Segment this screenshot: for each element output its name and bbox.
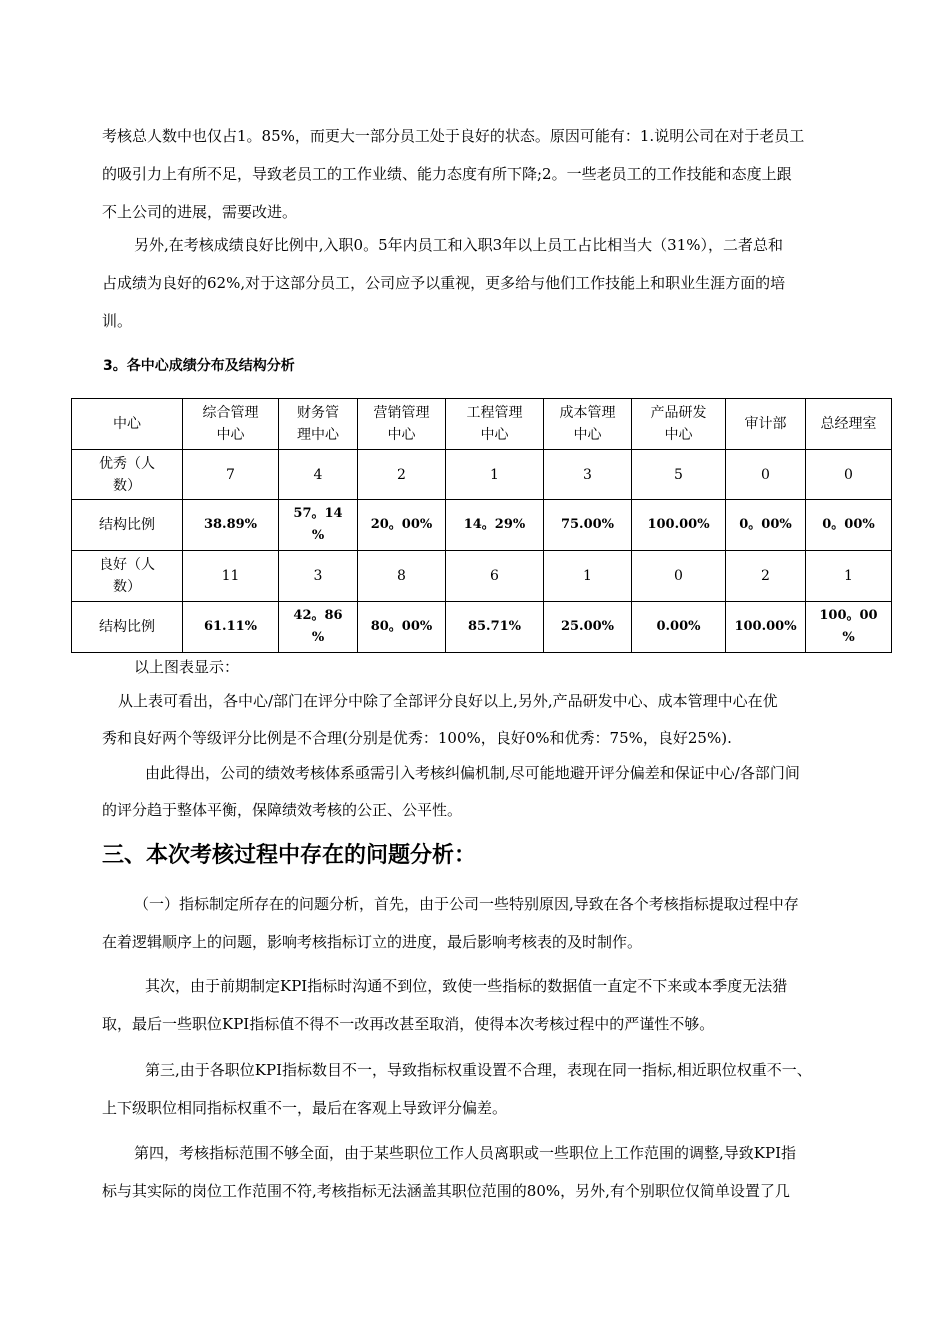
table-caption: 以上图表显示： xyxy=(134,658,240,676)
table-cell: 14。29% xyxy=(446,500,544,551)
table-cell: 0.00% xyxy=(632,602,726,653)
table-cell: 100.00% xyxy=(726,602,806,653)
table-cell: 11 xyxy=(183,551,279,602)
table-cell: 100.00% xyxy=(632,500,726,551)
para2-line-3: 训。 xyxy=(102,312,133,330)
header-cell: 中心 xyxy=(72,399,183,450)
table-cell: 8 xyxy=(358,551,446,602)
para5-line-2: 在着逻辑顺序上的问题，影响考核指标订立的进度，最后影响考核表的及时制作。 xyxy=(102,933,643,951)
table-cell: 2 xyxy=(358,450,446,500)
table-cell: 85.71% xyxy=(446,602,544,653)
para6-line-2: 取，最后一些职位KPI指标值不得不一改再改甚至取消，使得本次考核过程中的严谨性不够。 xyxy=(102,1015,715,1033)
table-cell: 57。14 % xyxy=(279,500,358,551)
table-cell: 42。86 % xyxy=(279,602,358,653)
table-row-good-count xyxy=(72,551,892,602)
table-cell: 2 xyxy=(726,551,806,602)
table-cell: 0。00% xyxy=(806,500,892,551)
table-cell: 38.89% xyxy=(183,500,279,551)
table-cell: 20。00% xyxy=(358,500,446,551)
section-3-title: 3。各中心成绩分布及结构分析 xyxy=(103,358,295,374)
header-cell: 总经理室 xyxy=(806,399,892,450)
header-cell: 产品研发 中心 xyxy=(632,399,726,450)
table-cell: 7 xyxy=(183,450,279,500)
header-cell: 工程管理 中心 xyxy=(446,399,544,450)
row-label: 优秀（人 数） xyxy=(72,450,183,500)
table-cell: 1 xyxy=(446,450,544,500)
para1-line-1: 考核总人数中也仅占1。85%，而更大一部分员工处于良好的状态。原因可能有：1.说明公司在对于老员工 xyxy=(102,127,805,145)
table-cell: 100。00 % xyxy=(806,602,892,653)
score-distribution-table xyxy=(71,398,892,653)
table-row-excellent-count xyxy=(72,450,892,500)
header-cell: 成本管理 中心 xyxy=(544,399,632,450)
para1-line-3: 不上公司的进展，需要改进。 xyxy=(102,203,298,221)
table-cell: 61.11% xyxy=(183,602,279,653)
para7-line-2: 上下级职位相同指标权重不一，最后在客观上导致评分偏差。 xyxy=(102,1099,508,1117)
para2-line-2: 占成绩为良好的62%,对于这部分员工，公司应予以重视，更多给与他们工作技能上和职业生涯方面的培 xyxy=(102,274,786,292)
para4-line-2: 的评分趋于整体平衡，保障绩效考核的公正、公平性。 xyxy=(102,801,463,819)
table-cell: 80。00% xyxy=(358,602,446,653)
table-header-row xyxy=(72,399,892,450)
table-cell: 0 xyxy=(632,551,726,602)
para5-line-1: （一）指标制定所存在的问题分析，首先，由于公司一些特别原因,导致在各个考核指标提取过程中存 xyxy=(134,895,799,913)
para4-line-1: 由此得出，公司的绩效考核体系亟需引入考核纠偏机制,尽可能地避开评分偏差和保证中心/各部门间 xyxy=(145,764,800,782)
para8-line-2: 标与其实际的岗位工作范围不符,考核指标无法涵盖其职位范围的80%，另外,有个别职位仅简单设置了几 xyxy=(102,1182,790,1200)
table-cell: 3 xyxy=(279,551,358,602)
para3-line-2: 秀和良好两个等级评分比例是不合理(分别是优秀：100%，良好0%和优秀：75%，良好25%). xyxy=(102,729,732,747)
table-cell: 0 xyxy=(726,450,806,500)
table-cell: 0。00% xyxy=(726,500,806,551)
table-cell: 1 xyxy=(806,551,892,602)
table-row-excellent-ratio xyxy=(72,500,892,551)
table-cell: 5 xyxy=(632,450,726,500)
table-cell: 3 xyxy=(544,450,632,500)
table-row-good-ratio xyxy=(72,602,892,653)
para8-line-1: 第四，考核指标范围不够全面，由于某些职位工作人员离职或一些职位上工作范围的调整,导致KPI指 xyxy=(134,1144,796,1162)
table-cell: 0 xyxy=(806,450,892,500)
header-cell: 营销管理 中心 xyxy=(358,399,446,450)
header-cell: 财务管 理中心 xyxy=(279,399,358,450)
row-label: 结构比例 xyxy=(72,602,183,653)
table-cell: 1 xyxy=(544,551,632,602)
table-cell: 4 xyxy=(279,450,358,500)
header-cell: 审计部 xyxy=(726,399,806,450)
para7-line-1: 第三,由于各职位KPI指标数目不一，导致指标权重设置不合理，表现在同一指标,相近职位权重不一、 xyxy=(145,1061,812,1079)
row-label: 良好（人 数） xyxy=(72,551,183,602)
table-cell: 75.00% xyxy=(544,500,632,551)
para1-line-2: 的吸引力上有所不足，导致老员工的工作业绩、能力态度有所下降;2。一些老员工的工作技能和态度上跟 xyxy=(102,165,792,183)
para3-line-1: 从上表可看出，各中心/部门在评分中除了全部评分良好以上,另外,产品研发中心、成本管理中心在优 xyxy=(118,692,778,710)
header-cell: 综合管理 中心 xyxy=(183,399,279,450)
para6-line-1: 其次，由于前期制定KPI指标时沟通不到位，致使一些指标的数据值一直定不下来或本季度无法猎 xyxy=(145,977,788,995)
row-label: 结构比例 xyxy=(72,500,183,551)
table-cell: 6 xyxy=(446,551,544,602)
para2-line-1: 另外,在考核成绩良好比例中,入职0。5年内员工和入职3年以上员工占比相当大（31%），二者总和 xyxy=(134,236,784,254)
section-heading: 三、本次考核过程中存在的问题分析： xyxy=(102,843,477,868)
table-cell: 25.00% xyxy=(544,602,632,653)
